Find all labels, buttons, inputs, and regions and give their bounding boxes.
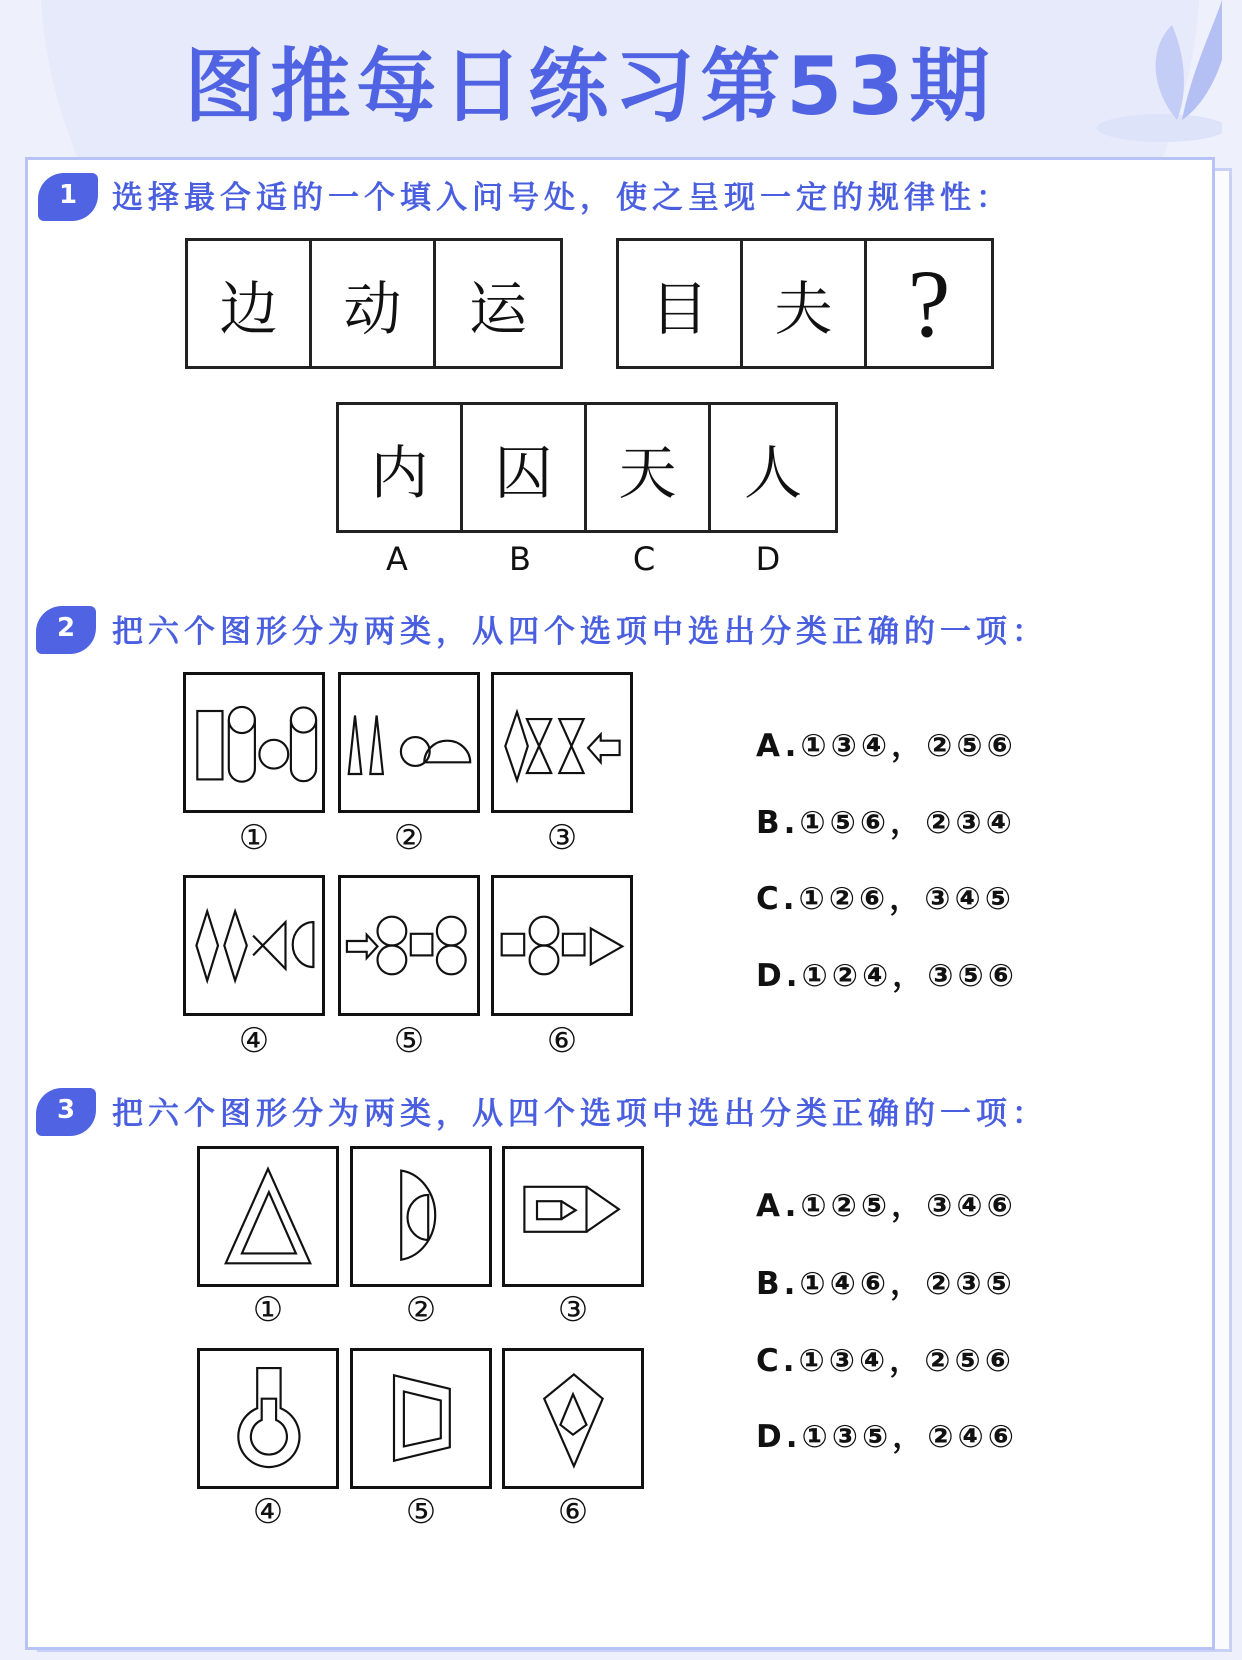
option-label: B bbox=[509, 540, 531, 578]
q1-sequence-group-1 bbox=[185, 238, 563, 369]
option-cell-a[interactable]: 内 bbox=[339, 405, 463, 530]
choice-c[interactable]: C.①②⑥，③④⑤ bbox=[756, 881, 1016, 917]
char-cell: 运 bbox=[468, 274, 527, 343]
q3-figure-6 bbox=[502, 1348, 644, 1489]
char-cell: 动 bbox=[312, 241, 436, 366]
choice-b[interactable]: B.①④⑥，②③⑤ bbox=[756, 1266, 1016, 1302]
q3-figure-3 bbox=[502, 1146, 644, 1287]
q3-figure-4 bbox=[197, 1348, 339, 1489]
q1-options bbox=[336, 402, 838, 533]
figure-label: ① bbox=[252, 1290, 284, 1330]
char-cell: 目 bbox=[619, 241, 743, 366]
question-badge: 2 bbox=[36, 606, 96, 654]
q2-figure-5 bbox=[338, 875, 480, 1016]
figure-label: ② bbox=[393, 818, 425, 858]
choice-d[interactable]: D.①②④，③⑤⑥ bbox=[756, 958, 1018, 994]
figure-label: ⑤ bbox=[405, 1492, 437, 1532]
figure-label: ④ bbox=[238, 1021, 270, 1061]
figure-label: ⑥ bbox=[557, 1492, 589, 1532]
option-label: A bbox=[386, 540, 408, 578]
q2-figure-4 bbox=[183, 875, 325, 1016]
choice-a[interactable]: A.①③④，②⑤⑥ bbox=[756, 728, 1017, 764]
figure-label: ③ bbox=[557, 1290, 589, 1330]
choice-c[interactable]: C.①③④，②⑤⑥ bbox=[756, 1343, 1016, 1379]
question-badge: 3 bbox=[36, 1088, 96, 1136]
question-prompt: 把六个图形分为两类，从四个选项中选出分类正确的一项： bbox=[112, 614, 1048, 650]
figure-label: ② bbox=[405, 1290, 437, 1330]
option-cell-d[interactable]: 人 bbox=[743, 438, 802, 507]
figure-label: ③ bbox=[546, 818, 578, 858]
q2-figure-2 bbox=[338, 672, 480, 813]
figure-label: ④ bbox=[252, 1492, 284, 1532]
figure-label: ⑥ bbox=[546, 1021, 578, 1061]
q2-figure-1 bbox=[183, 672, 325, 813]
q3-figure-1 bbox=[197, 1146, 339, 1287]
choice-d[interactable]: D.①③⑤，②④⑥ bbox=[756, 1419, 1018, 1455]
char-cell: 夫 bbox=[743, 241, 867, 366]
figure-label: ① bbox=[238, 818, 270, 858]
q3-figure-2 bbox=[350, 1146, 492, 1287]
question-mark-cell: ? bbox=[907, 250, 951, 357]
q2-figure-3 bbox=[491, 672, 633, 813]
option-cell-c[interactable]: 天 bbox=[587, 405, 711, 530]
q1-sequence-group-2 bbox=[616, 238, 994, 369]
choice-b[interactable]: B.①⑤⑥，②③④ bbox=[756, 805, 1016, 841]
option-label: C bbox=[632, 540, 656, 578]
page-title: 图推每日练习第53期 bbox=[184, 40, 996, 133]
question-badge: 1 bbox=[38, 173, 98, 221]
figure-label: ⑤ bbox=[393, 1021, 425, 1061]
q3-figure-5 bbox=[350, 1348, 492, 1489]
option-cell-b[interactable]: 囚 bbox=[463, 405, 587, 530]
question-prompt: 选择最合适的一个填入问号处，使之呈现一定的规律性： bbox=[112, 180, 1012, 216]
choice-a[interactable]: A.①②⑤，③④⑥ bbox=[756, 1188, 1017, 1224]
question-prompt: 把六个图形分为两类，从四个选项中选出分类正确的一项： bbox=[112, 1096, 1048, 1132]
char-cell: 边 bbox=[188, 241, 312, 366]
q2-figure-6 bbox=[491, 875, 633, 1016]
option-label: D bbox=[755, 540, 781, 578]
